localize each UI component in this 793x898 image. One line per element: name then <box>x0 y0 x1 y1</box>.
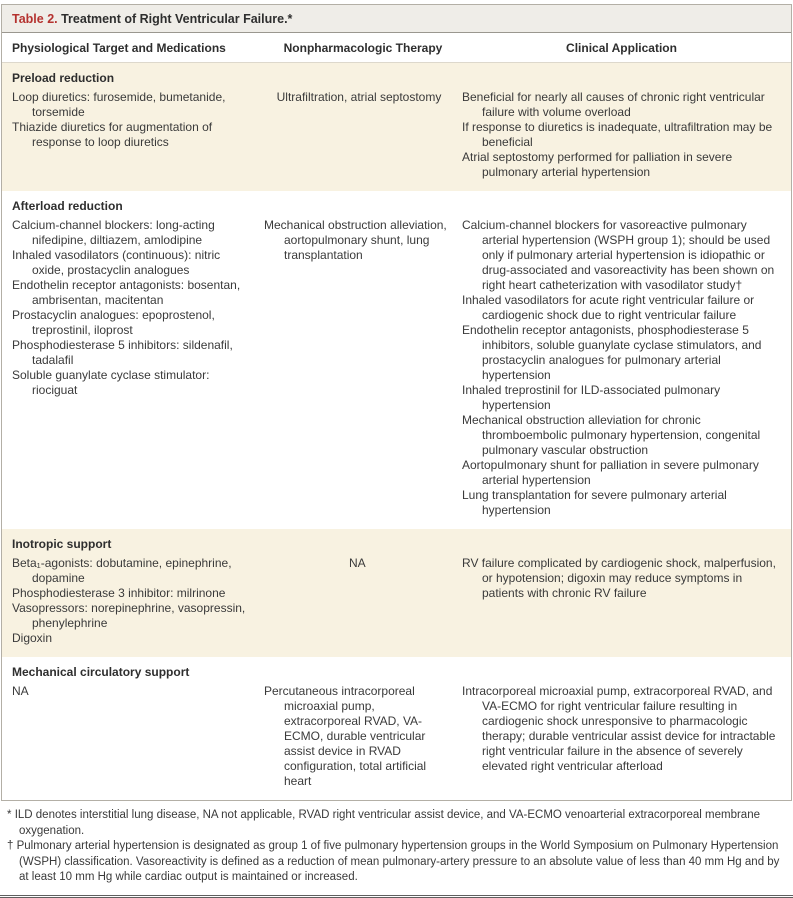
cell-text: Mechanical obstruction alleviation, aortopulmonary shunt, lung transplantation <box>264 218 447 262</box>
cell-text: Inhaled vasodilators for acute right ventricular failure or cardiogenic shock due to right ventricular failure <box>462 293 755 322</box>
footnote <box>7 839 787 886</box>
column-header-clinical-application: Clinical Application <box>566 41 677 55</box>
nonpharmacologic-block <box>264 218 454 263</box>
table <box>1 4 792 801</box>
cell-text: NA <box>12 684 29 698</box>
nonpharmacologic-block <box>349 556 369 571</box>
cell-text: Inhaled vasodilators (continuous): nitric oxide, prostacyclin analogues <box>12 248 221 277</box>
cell-text: Atrial septostomy performed for palliation in severe pulmonary arterial hypertension <box>462 150 733 179</box>
column-header-nonpharmacologic: Nonpharmacologic Therapy <box>283 41 443 55</box>
footnote <box>7 808 787 839</box>
section-body <box>2 554 791 657</box>
section-header: Mechanical circulatory support <box>12 665 190 679</box>
cell-text: Endothelin receptor antagonists, phosphodiesterase 5 inhibitors, soluble guanylate cyclase stimulators, and prostacyclin analogues for pulmonary arterial hypertension <box>462 323 762 382</box>
section-header: Inotropic support <box>12 537 112 551</box>
nonpharmacologic-cell <box>264 556 462 646</box>
cell-text: Percutaneous intracorporeal microaxial pump, extracorporeal RVAD, VA-ECMO, durable ventricular assist device in RVAD configuration, total artificial heart <box>264 684 427 788</box>
table-section <box>2 529 791 657</box>
medications-cell <box>12 90 264 180</box>
table-section <box>2 191 791 529</box>
cell-text: Calcium-channel blockers for vasoreactive pulmonary arterial hypertension (WSPH group 1); should be used only if pulmonary arterial hypertension is idiopathic or drug-associated and vasoreactivity has been shown on right heart catheterization with vasodilator study† <box>462 218 775 292</box>
nonpharmacologic-cell <box>264 90 462 180</box>
nonpharmacologic-block <box>277 90 442 105</box>
clinical-application-cell <box>462 684 781 789</box>
section-body <box>2 216 791 529</box>
footnote-marker: * <box>7 809 12 821</box>
cell-text: Ultrafiltration, atrial septostomy <box>276 90 442 104</box>
section-header: Afterload reduction <box>12 199 123 213</box>
nonpharmacologic-cell <box>264 684 462 789</box>
cell-text: Loop diuretics: furosemide, bumetanide, torsemide <box>12 90 226 119</box>
table-sections <box>2 63 791 800</box>
cell-text: Intracorporeal microaxial pump, extracorporeal RVAD, and VA-ECMO for right ventricular failure resulting in cardiogenic shock unresponsive to pharmacologic therapy; durable ventricular assist device for intractable right ventricular failure in the absence of severely elevated right ventricular afterload <box>462 684 776 773</box>
footnotes <box>0 801 793 895</box>
cell-text: Digoxin <box>12 631 53 645</box>
cell-text: If response to diuretics is inadequate, ultrafiltration may be beneficial <box>462 120 773 149</box>
footnote-marker: † <box>7 840 14 852</box>
cell-text: Thiazide diuretics for augmentation of response to loop diuretics <box>12 120 213 149</box>
cell-text: Vasopressors: norepinephrine, vasopressin, phenylephrine <box>12 601 246 630</box>
cell-text: Phosphodiesterase 5 inhibitors: sildenafil, tadalafil <box>12 338 233 367</box>
cell-text: Prostacyclin analogues: epoprostenol, treprostinil, iloprost <box>12 308 215 337</box>
cell-text: Mechanical obstruction alleviation for chronic thromboembolic pulmonary hypertension, congenital pulmonary vascular obstruction <box>462 413 761 457</box>
clinical-application-cell <box>462 218 781 518</box>
column-header-row <box>2 33 791 63</box>
table-section <box>2 63 791 191</box>
cell-text: Phosphodiesterase 3 inhibitor: milrinone <box>12 586 226 600</box>
medications-cell <box>12 556 264 646</box>
section-body <box>2 88 791 191</box>
cell-text: Aortopulmonary shunt for palliation in severe pulmonary arterial hypertension <box>462 458 759 487</box>
nonpharmacologic-block <box>264 684 454 789</box>
footnote-text: Pulmonary arterial hypertension is designated as group 1 of five pulmonary hypertension groups in the World Symposium on Pulmonary Hypertension (WSPH) classification. Vasoreactivity is defined as a reduction of mean pulmonary-artery pressure to an absolute value of less than 40 mm Hg and by at least 10 mm Hg while cardiac output is maintained or increased. <box>16 840 780 883</box>
section-body <box>2 682 791 800</box>
cell-text: Beta₁-agonists: dobutamine, epinephrine, dopamine <box>12 556 232 585</box>
medications-cell <box>12 684 264 789</box>
table-number-label: Table 2. <box>12 12 58 26</box>
nonpharmacologic-cell <box>264 218 462 518</box>
cell-text: Calcium-channel blockers: long-acting nifedipine, diltiazem, amlodipine <box>12 218 215 247</box>
cell-text: Beneficial for nearly all causes of chronic right ventricular failure with volume overload <box>462 90 765 119</box>
footnote-text: ILD denotes interstitial lung disease, NA not applicable, RVAD right ventricular assist device, and VA-ECMO venoarterial extracorporeal membrane oxygenation. <box>14 809 760 837</box>
table-title-bar <box>2 5 791 33</box>
column-header-medications: Physiological Target and Medications <box>12 41 226 55</box>
cell-text: Endothelin receptor antagonists: bosentan, ambrisentan, macitentan <box>12 278 241 307</box>
medications-cell <box>12 218 264 518</box>
cell-text: RV failure complicated by cardiogenic shock, malperfusion, or hypotension; digoxin may reduce symptoms in patients with chronic RV failure <box>462 556 776 600</box>
clinical-application-cell <box>462 556 781 646</box>
cell-text: NA <box>349 556 366 570</box>
clinical-application-cell <box>462 90 781 180</box>
section-header: Preload reduction <box>12 71 115 85</box>
table-section <box>2 657 791 800</box>
table-title-text: Treatment of Right Ventricular Failure.* <box>61 12 293 26</box>
cell-text: Lung transplantation for severe pulmonary arterial hypertension <box>462 488 727 517</box>
cell-text: Soluble guanylate cyclase stimulator: riociguat <box>12 368 210 397</box>
cell-text: Inhaled treprostinil for ILD-associated pulmonary hypertension <box>462 383 721 412</box>
